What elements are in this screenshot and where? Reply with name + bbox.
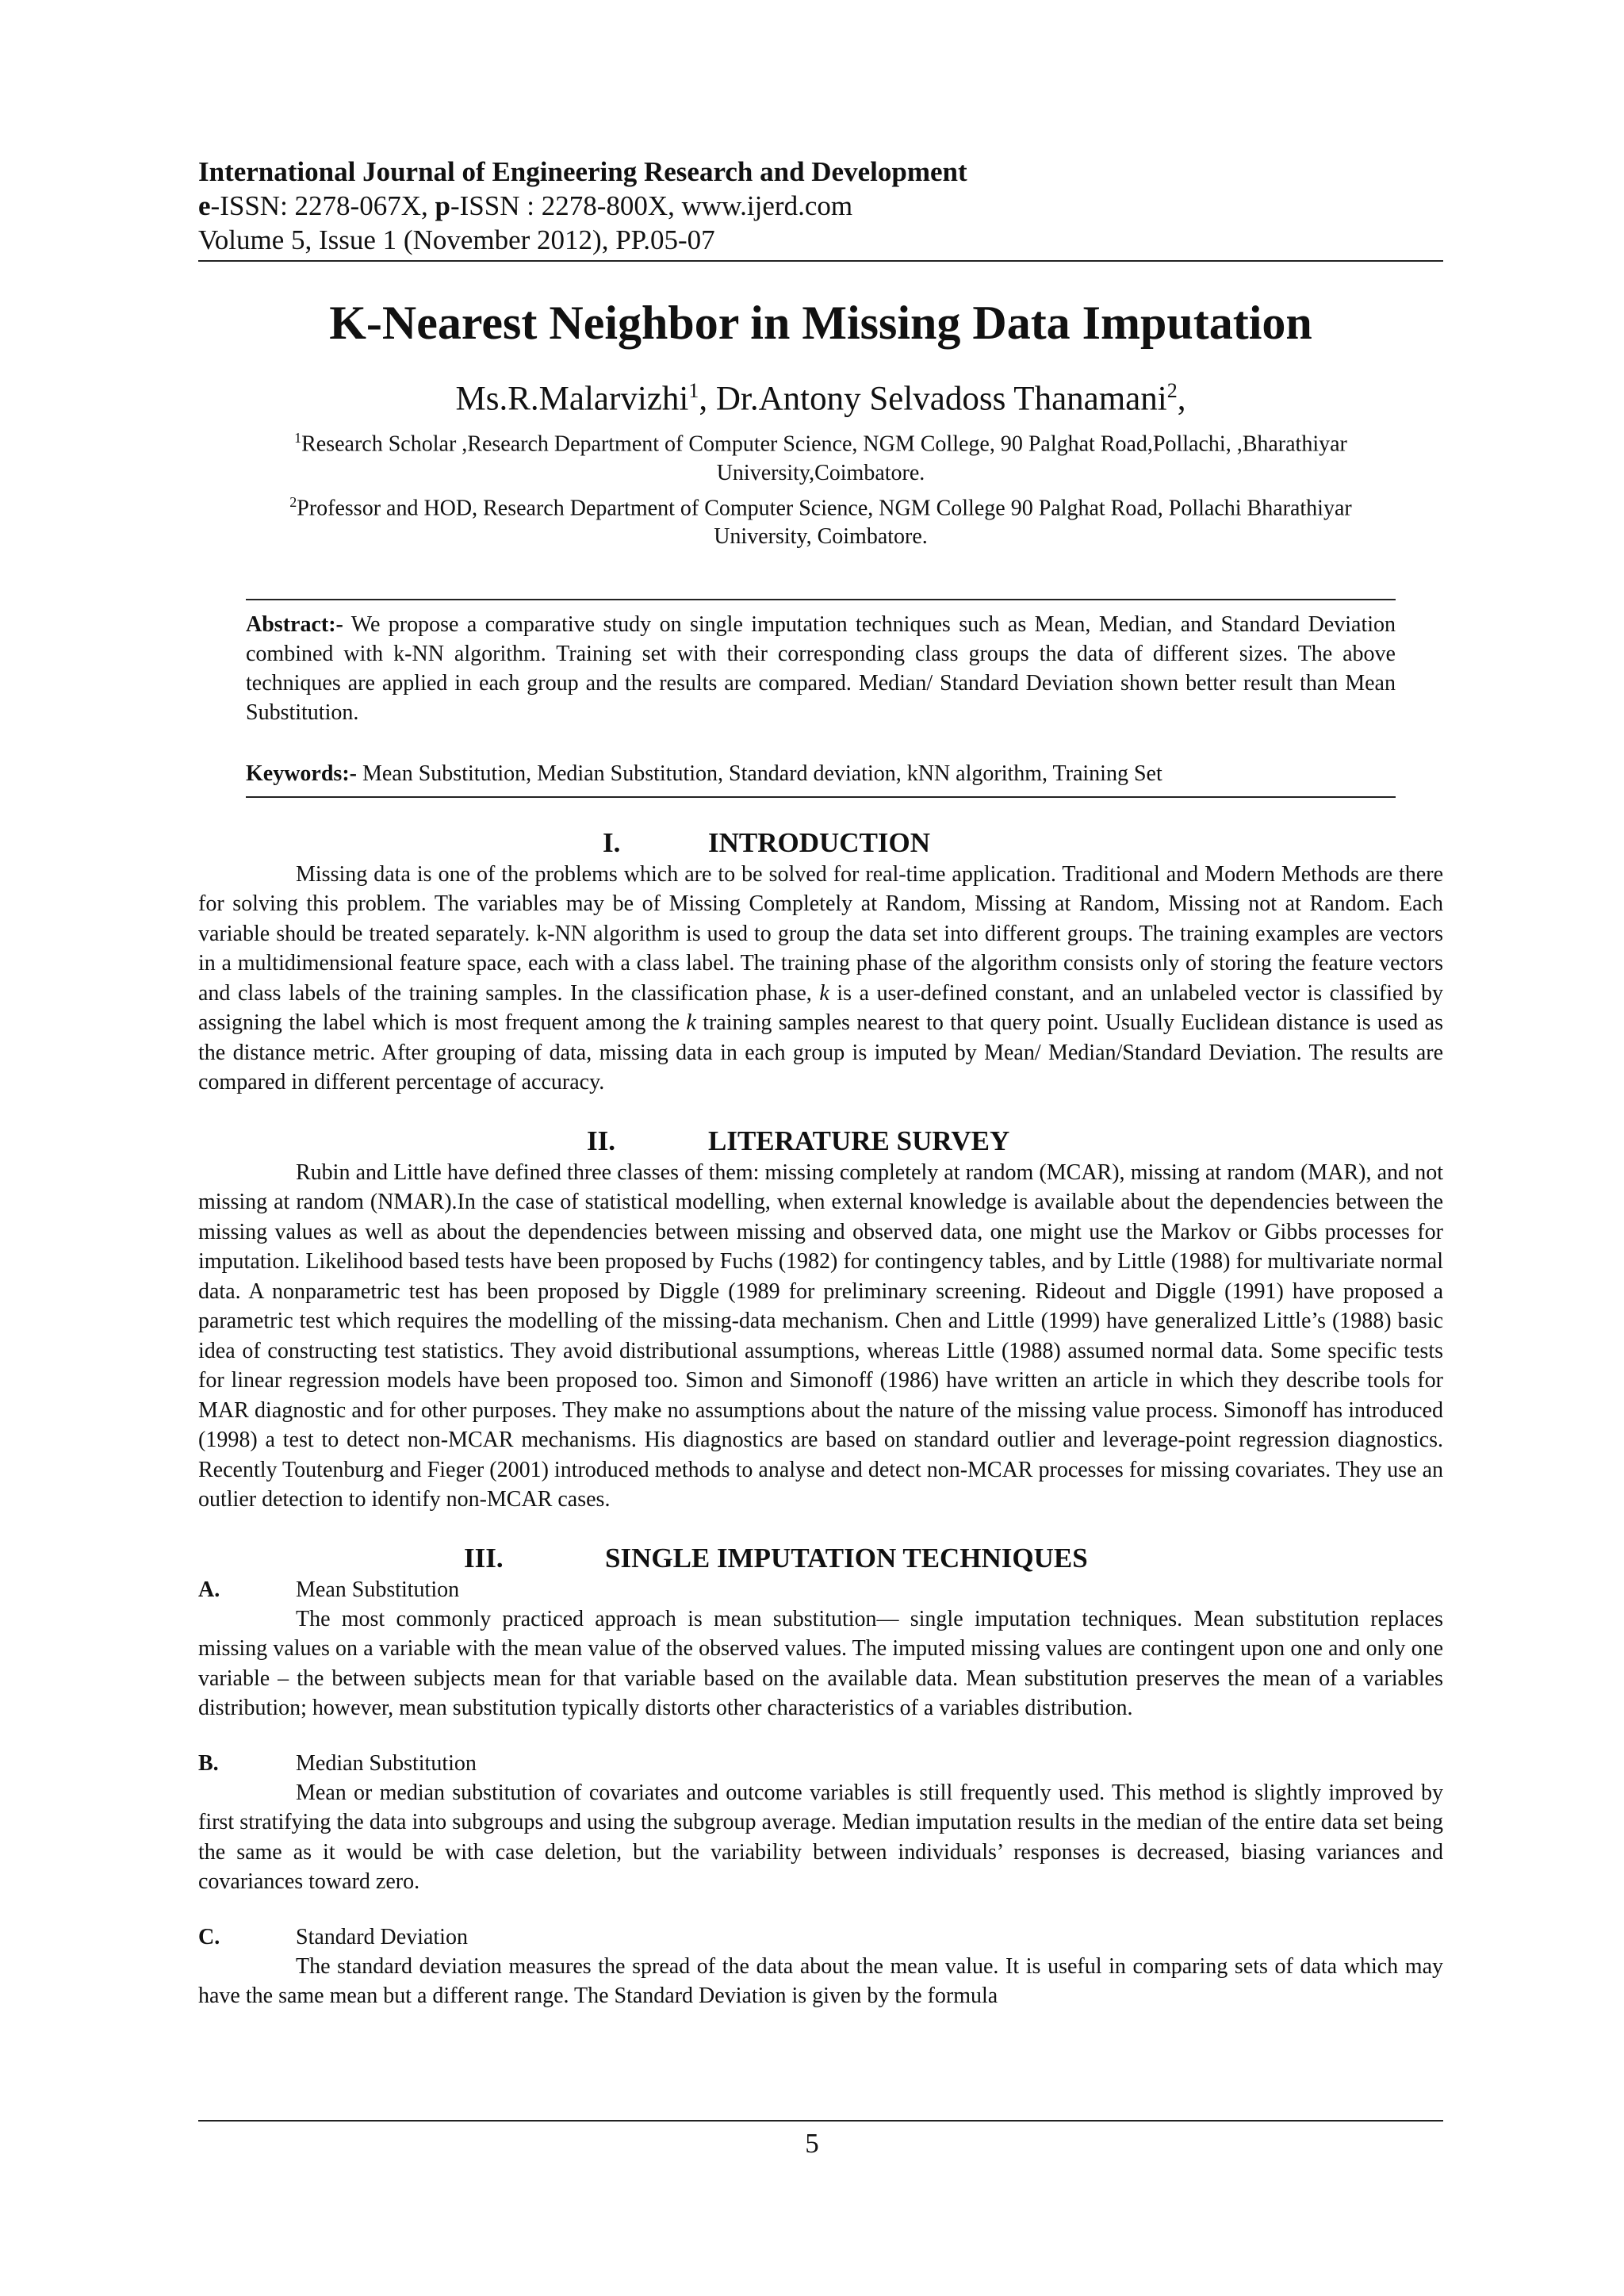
section-3-number: III. bbox=[464, 1542, 504, 1573]
k-symbol-1: k bbox=[819, 980, 829, 1006]
subsection-a-letter: A. bbox=[198, 1577, 220, 1602]
section-1-title: INTRODUCTION bbox=[708, 826, 931, 858]
subsection-b-paragraph: Mean or median substitution of covariates and outcome variables is still frequently used. This method is slightly improved by first stratifying the data into subgroups and using the subgroup average. Median imputation results in the median of the entire data set being the same as it would be with case deletion, but the variability between individuals’ responses is decreased, biasing variances and covariances toward zero. bbox=[198, 1780, 1443, 1895]
subsection-a-title: Mean Substitution bbox=[296, 1577, 460, 1602]
paper-page bbox=[198, 155, 1443, 2011]
author-1: Ms.R.Malarvizhi bbox=[455, 380, 689, 418]
affiliation-2-line1: Professor and HOD, Research Department of Computer Science, NGM College 90 Palghat Road, Pollachi Bharathiyar bbox=[297, 495, 1352, 520]
affiliation-2-sup: 2 bbox=[289, 493, 297, 510]
affiliation-1-line2: University,Coimbatore. bbox=[716, 460, 925, 485]
author-2: Dr.Antony Selvadoss Thanamani bbox=[715, 380, 1167, 418]
keywords-text: Mean Substitution, Median Substitution, Standard deviation, kNN algorithm, Training Set bbox=[356, 761, 1162, 786]
issn-e: -ISSN: 2278-067X, bbox=[210, 190, 435, 221]
abstract-label: Abstract:- bbox=[246, 611, 343, 637]
keywords bbox=[246, 759, 1396, 788]
affiliation-1 bbox=[198, 424, 1443, 458]
subsection-a-paragraph: The most commonly practiced approach is mean substitution— single imputation techniques. Mean substitution replaces missing values on a variable with the mean value of the observed values. The imputed missing values are contingent upon one and only one variable – the between subjects mean for that variable based on the available data. Mean substitution preserves the mean of a variables distribution; however, mean substitution typically distorts other characteristics of a variables distribution. bbox=[198, 1606, 1443, 1721]
keywords-label: Keywords:- bbox=[246, 761, 357, 786]
abstract-box bbox=[246, 599, 1396, 798]
abstract-text: We propose a comparative study on single imputation techniques such as Mean, Median, and Standard Deviation combined with k-NN algorithm. Training set with their corresponding class groups the data of different sizes. The above techniques are applied in each group and the results are compared. Median/ Standard Deviation shown better result than Mean Substitution. bbox=[246, 611, 1396, 725]
author-end: , bbox=[1177, 380, 1186, 418]
section-2-heading bbox=[198, 1125, 1443, 1158]
paper-title: K-Nearest Neighbor in Missing Data Imputation bbox=[329, 297, 1312, 349]
affiliation-2-line2: University, Coimbatore. bbox=[714, 523, 928, 549]
affiliation-1-sup: 1 bbox=[294, 430, 302, 447]
subsection-a-heading bbox=[198, 1575, 1443, 1604]
page-number: 5 bbox=[805, 2128, 819, 2159]
section-2-paragraph: Rubin and Little have defined three classes of them: missing completely at random (MCAR), missing at random (MAR), and not missing at random (NMAR).In the case of statistical modelling, when external knowledge is available about the dependencies between the missing values as well as about the dependencies between missing and observed data, one might use the Markov or Gibbs processes for imputation. Likelihood based tests have been proposed by Fuchs (1982) for contingency tables, and by Little (1988) for multivariate normal data. A nonparametric test has been proposed by Diggle (1989 for preliminary screening. Rideout and Diggle (1991) have proposed a parametric test which requires the modelling of the missing-data mechanism. Chen and Little (1999) have generalized Little’s (1988) basic idea of constructing test statistics. They avoid distributional assumptions, whereas Little (1988) assumed normal data. Some specific tests for linear regression models have been proposed too. Simon and Simonoff (1986) have written an article in which they describe tools for MAR diagnostic and for other purposes. They make no assumptions about the nature of the missing value process. Simonoff has introduced (1998) a test to detect non-MCAR mechanisms. His diagnostics are based on standard outlier and leverage-point regression diagnostics. Recently Toutenburg and Fieger (2001) introduced methods to analyse and detect non-MCAR processes for missing covariates. They use an outlier detection to identify non-MCAR cases. bbox=[198, 1159, 1443, 1512]
journal-name: International Journal of Engineering Research and Development bbox=[198, 156, 967, 187]
subsection-b-title: Median Substitution bbox=[296, 1750, 477, 1776]
authors bbox=[198, 371, 1443, 419]
intro-text-c: training samples nearest to that query point. Usually Euclidean distance is used as the distance metric. After grouping of data, missing data in each group is imputed by Mean/ Median/Standard Deviation. The results are compared in different percentage of accuracy. bbox=[198, 1010, 1443, 1095]
volume-line: Volume 5, Issue 1 (November 2012), PP.05-07 bbox=[198, 224, 715, 255]
section-2-number: II. bbox=[587, 1125, 615, 1156]
subsection-c-heading bbox=[198, 1922, 1443, 1952]
section-1-heading bbox=[198, 826, 1443, 860]
subsection-c-letter: C. bbox=[198, 1924, 220, 1949]
subsection-c-title: Standard Deviation bbox=[296, 1924, 468, 1949]
affiliation-2 bbox=[198, 488, 1443, 523]
section-3-title: SINGLE IMPUTATION TECHNIQUES bbox=[605, 1542, 1088, 1573]
abstract bbox=[246, 610, 1396, 727]
issn-e-prefix: e bbox=[198, 190, 211, 221]
k-symbol-2: k bbox=[686, 1010, 696, 1036]
section-3-heading bbox=[198, 1542, 1443, 1575]
affiliations bbox=[198, 424, 1443, 551]
issn-p-prefix: p bbox=[435, 190, 450, 221]
issn-line bbox=[198, 189, 1443, 223]
footer-divider bbox=[198, 2120, 1443, 2122]
intro-text-a: Missing data is one of the problems which are to be solved for real-time application. Traditional and Modern Methods are there for solving this problem. The variables may be of Missing Completely at Random, Missing at Random, Missing not at Random. Each variable should be treated separately. k-NN algorithm is used to group the data set into different groups. The training examples are vectors in a multidimensional feature space, each with a class label. The training phase of the algorithm consists only of storing the feature vectors and class labels of the training samples. In the classification phase, bbox=[198, 861, 1443, 1006]
intro-text-b: is a user-defined constant, and an unlabeled vector is classified by assigning the label which is most frequent among the bbox=[198, 980, 1443, 1036]
subsection-b-letter: B. bbox=[198, 1750, 219, 1776]
author-1-sup: 1 bbox=[688, 379, 699, 402]
subsection-c-paragraph: The standard deviation measures the spread of the data about the mean value. It is useful in comparing sets of data which may have the same mean but a different range. The Standard Deviation is given by the formula bbox=[198, 1953, 1443, 2009]
section-1-paragraph bbox=[198, 860, 1443, 1098]
affiliation-1-line1: Research Scholar ,Research Department of Computer Science, NGM College, 90 Palghat Road,Pollachi, ,Bharathiyar bbox=[301, 431, 1347, 457]
section-2-title: LITERATURE SURVEY bbox=[708, 1125, 1010, 1156]
section-1-number: I. bbox=[603, 826, 621, 858]
header-divider bbox=[198, 260, 1443, 262]
issn-p: -ISSN : 2278-800X, www.ijerd.com bbox=[450, 190, 853, 221]
author-sep: , bbox=[699, 380, 716, 418]
journal-header bbox=[198, 155, 1443, 257]
subsection-b-heading bbox=[198, 1749, 1443, 1778]
author-2-sup: 2 bbox=[1166, 379, 1178, 402]
